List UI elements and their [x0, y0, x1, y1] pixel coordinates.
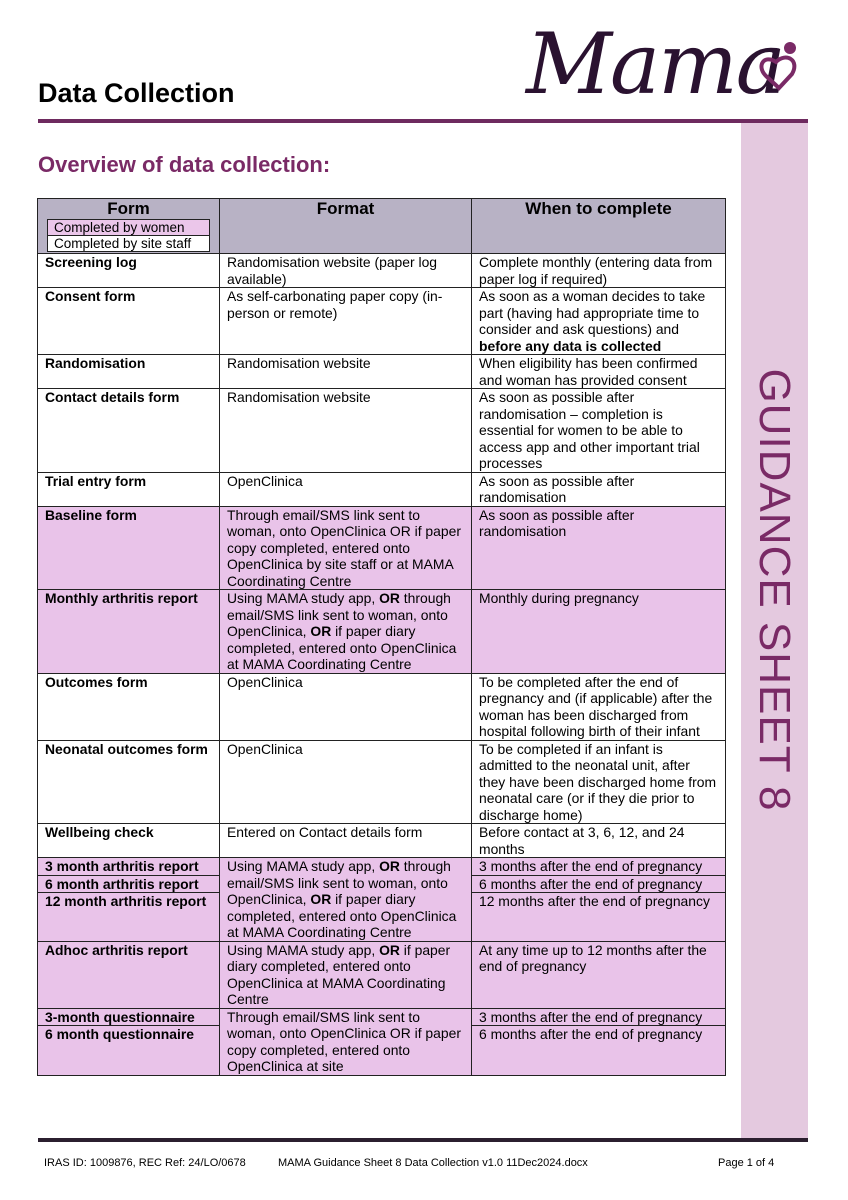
- row-name: Trial entry form: [38, 472, 220, 506]
- row-format: OpenClinica: [220, 472, 472, 506]
- table-row: [38, 1008, 726, 1075]
- logo-wordmark: Mama: [526, 15, 784, 113]
- heart-figure-icon: [746, 36, 816, 106]
- table-row: [38, 355, 726, 389]
- table-row: [38, 740, 726, 824]
- row-when: As soon as a woman decides to take part (having had appropriate time to consider and ask questions) and before any data is collected: [472, 288, 726, 355]
- table-row: [38, 506, 726, 590]
- row-format: As self-carbonating paper copy (in-person or remote): [220, 288, 472, 355]
- table-row: [38, 941, 726, 1008]
- key-staff: Completed by site staff: [47, 236, 210, 252]
- row-format: Using MAMA study app, OR if paper diary completed, entered onto OpenClinica at MAMA Coordinating Centre: [220, 941, 472, 1008]
- row-format: Entered on Contact details form: [220, 824, 472, 858]
- table-row: [38, 824, 726, 858]
- row-name: 3-month questionnaire 6 month questionnaire: [38, 1008, 220, 1075]
- row-format: Randomisation website: [220, 355, 472, 389]
- data-collection-table: [37, 198, 726, 1076]
- table-row: [38, 288, 726, 355]
- table-header-row: [38, 199, 726, 254]
- row-name: Baseline form: [38, 506, 220, 590]
- footer-reference: IRAS ID: 1009876, REC Ref: 24/LO/0678: [44, 1157, 246, 1169]
- row-when: When eligibility has been confirmed and woman has provided consent: [472, 355, 726, 389]
- row-format: Through email/SMS link sent to woman, onto OpenClinica OR if paper copy completed, entered onto OpenClinica by site staff or at MAMA Coordinating Centre: [220, 506, 472, 590]
- row-when: To be completed after the end of pregnancy and (if applicable) after the woman has been discharged from hospital following birth of their infant: [472, 673, 726, 740]
- row-when: Before contact at 3, 6, 12, and 24 months: [472, 824, 726, 858]
- row-name: Consent form: [38, 288, 220, 355]
- footer-page-number: Page 1 of 4: [718, 1157, 775, 1169]
- header-when: When to complete: [472, 199, 726, 254]
- row-name: Screening log: [38, 254, 220, 288]
- row-when: As soon as possible after randomisation – completion is essential for women to be able to access app and other important trial processes: [472, 389, 726, 473]
- row-when: Complete monthly (entering data from paper log if required): [472, 254, 726, 288]
- row-name: Monthly arthritis report: [38, 590, 220, 674]
- row-name: Randomisation: [38, 355, 220, 389]
- row-format: Using MAMA study app, OR through email/SMS link sent to woman, onto OpenClinica, OR if paper diary completed, entered onto OpenClinica at MAMA Coordinating Centre: [220, 590, 472, 674]
- header-rule: [38, 119, 808, 123]
- key-women: Completed by women: [47, 219, 210, 236]
- row-name: 3 month arthritis report 6 month arthritis report 12 month arthritis report: [38, 858, 220, 942]
- row-format: OpenClinica: [220, 740, 472, 824]
- row-when: To be completed if an infant is admitted to the neonatal unit, after they have been discharged home from neonatal care (or if they die prior to discharge home): [472, 740, 726, 824]
- row-format: Randomisation website: [220, 389, 472, 473]
- table-row: [38, 673, 726, 740]
- header-format: Format: [220, 199, 472, 254]
- row-format: Using MAMA study app, OR through email/SMS link sent to woman, onto OpenClinica, OR if paper diary completed, entered onto OpenClinica at MAMA Coordinating Centre: [220, 858, 472, 942]
- row-name: Wellbeing check: [38, 824, 220, 858]
- row-when: As soon as possible after randomisation: [472, 506, 726, 590]
- mama-logo: [520, 15, 820, 126]
- table-row: [38, 472, 726, 506]
- row-format: Through email/SMS link sent to woman, onto OpenClinica OR if paper copy completed, entered onto OpenClinica at site: [220, 1008, 472, 1075]
- table-row: [38, 590, 726, 674]
- row-when: Monthly during pregnancy: [472, 590, 726, 674]
- row-name: Adhoc arthritis report: [38, 941, 220, 1008]
- row-format: Randomisation website (paper log available): [220, 254, 472, 288]
- row-when: 3 months after the end of pregnancy 6 months after the end of pregnancy 12 months after the end of pregnancy: [472, 858, 726, 942]
- section-heading: Overview of data collection:: [38, 152, 331, 177]
- row-name: Contact details form: [38, 389, 220, 473]
- row-name: Neonatal outcomes form: [38, 740, 220, 824]
- row-when: At any time up to 12 months after the end of pregnancy: [472, 941, 726, 1008]
- table-row: [38, 858, 726, 942]
- header-form: Form Completed by women Completed by site staff: [38, 199, 220, 254]
- side-label: GUIDANCE SHEET 8: [750, 368, 799, 812]
- table-row: [38, 254, 726, 288]
- footer-rule: [38, 1138, 808, 1142]
- row-name: Outcomes form: [38, 673, 220, 740]
- row-format: OpenClinica: [220, 673, 472, 740]
- row-when: As soon as possible after randomisation: [472, 472, 726, 506]
- row-when: 3 months after the end of pregnancy 6 months after the end of pregnancy: [472, 1008, 726, 1075]
- footer-filename: MAMA Guidance Sheet 8 Data Collection v1.0 11Dec2024.docx: [278, 1157, 588, 1169]
- page-title: Data Collection: [38, 78, 235, 108]
- table-row: [38, 389, 726, 473]
